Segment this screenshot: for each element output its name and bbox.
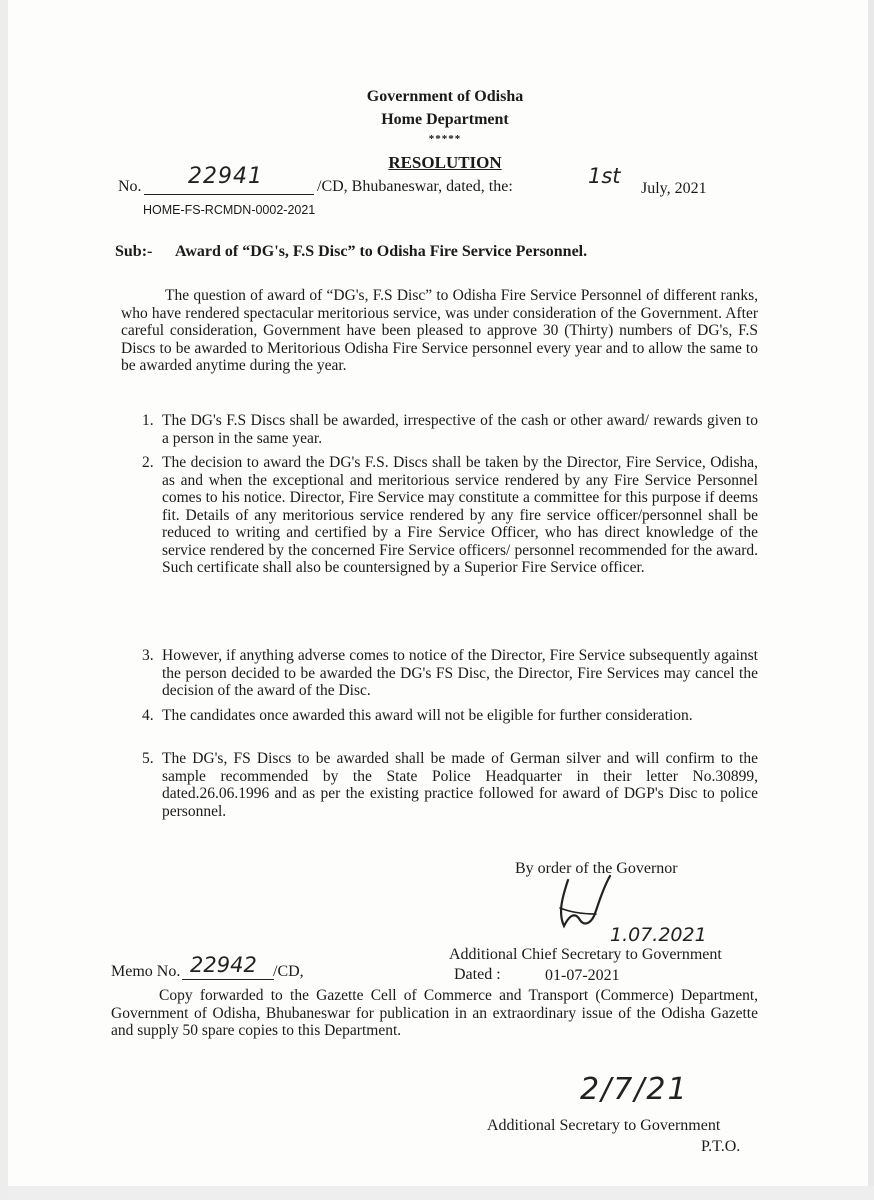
signature2-handwritten: 2/7/21 xyxy=(580,1072,689,1107)
reference-no-underline xyxy=(144,194,314,195)
department-heading: Home Department xyxy=(381,111,509,128)
subject-label: Sub:- xyxy=(115,243,153,260)
dated-label: Dated : xyxy=(454,966,501,983)
file-code: HOME-FS-RCMDN-0002-2021 xyxy=(143,203,316,217)
point-number: 4. xyxy=(142,707,154,724)
memo-no-underline xyxy=(182,979,274,980)
point-text: The DG's F.S Discs shall be awarded, irrespective of the cash or other award/ rewards given to a person in the same year. xyxy=(162,412,758,447)
memo-no-handwritten: 22942 xyxy=(190,953,257,977)
memo-label: Memo No. xyxy=(111,963,181,980)
by-order-text: By order of the Governor xyxy=(515,860,678,877)
point-number: 2. xyxy=(142,454,154,471)
point-text: The DG's, FS Discs to be awarded shall be made of German silver and will confirm to the sample recommended by the State Police Headquarter in their letter No.30899, dated.26.06.1996 and as per the existing practice followed for award of DGP's Disc to police personnel. xyxy=(162,750,758,820)
point-number: 1. xyxy=(142,412,154,429)
reference-month-year: July, 2021 xyxy=(641,180,707,197)
memo-suffix: /CD, xyxy=(273,963,304,980)
point-text: The decision to award the DG's F.S. Discs shall be taken by the Director, Fire Service, Odisha, as and when the exceptional and meritorious service rendered by any Fire Service Personnel comes to his notice. Director, Fire Service may constitute a committee for this purpose if deems fit. Details of any meritorious service rendered by any fire service officer/personnel shall be reduced to writing and certified by a Fire Service Officer, who has direct knowledge of the service rendered by the concerned Fire Service officers/ personnel recommended for the award. Such certificate shall also be countersigned by a Superior Fire Service officer. xyxy=(162,454,758,576)
subject-text: Award of “DG's, F.S Disc” to Odisha Fire Service Personnel. xyxy=(175,243,588,260)
pto-text: P.T.O. xyxy=(701,1138,741,1155)
dated-value: 01-07-2021 xyxy=(545,967,620,984)
signature1-designation: Additional Chief Secretary to Government xyxy=(449,946,722,963)
signature2-designation: Additional Secretary to Government xyxy=(487,1117,721,1134)
signature1-date-handwritten: 1.07.2021 xyxy=(610,924,707,946)
heading-stars: ***** xyxy=(428,133,462,145)
resolution-title: RESOLUTION xyxy=(388,153,502,172)
point-text: However, if anything adverse comes to notice of the Director, Fire Service subsequently against the person decided to be awarded the DG's FS Disc, the Director, Fire Services may cancel the decision of the award of the Disc. xyxy=(162,647,758,699)
reference-suffix: /CD, Bhubaneswar, dated, the: xyxy=(317,178,513,195)
point-text: The candidates once awarded this award will not be eligible for further consideration. xyxy=(162,707,693,724)
government-heading: Government of Odisha xyxy=(366,88,524,105)
reference-no-label: No. xyxy=(118,178,142,195)
point-number: 3. xyxy=(142,647,154,664)
intro-paragraph: The question of award of “DG's, F.S Disc” to Odisha Fire Service Personnel of different ranks, who have rendered spectacular meritorious service, was under consideration of the Government. After careful consideration, Government have been pleased to approve 30 (Thirty) numbers of DG's, F.S Discs to be awarded to Meritorious Odisha Fire Service personnel every year and to allow the same to be awarded anytime during the year. xyxy=(121,287,758,374)
reference-no-handwritten: 22941 xyxy=(188,164,263,189)
memo-text: Copy forwarded to the Gazette Cell of Commerce and Transport (Commerce) Department, Government of Odisha, Bhubaneswar for publication in an extraordinary issue of the Odisha Gazette and supply 50 spare copies to this Department. xyxy=(111,987,758,1039)
page-bottom-edge xyxy=(8,1186,874,1200)
point-number: 5. xyxy=(142,750,154,767)
reference-day-handwritten: 1st xyxy=(588,164,621,188)
